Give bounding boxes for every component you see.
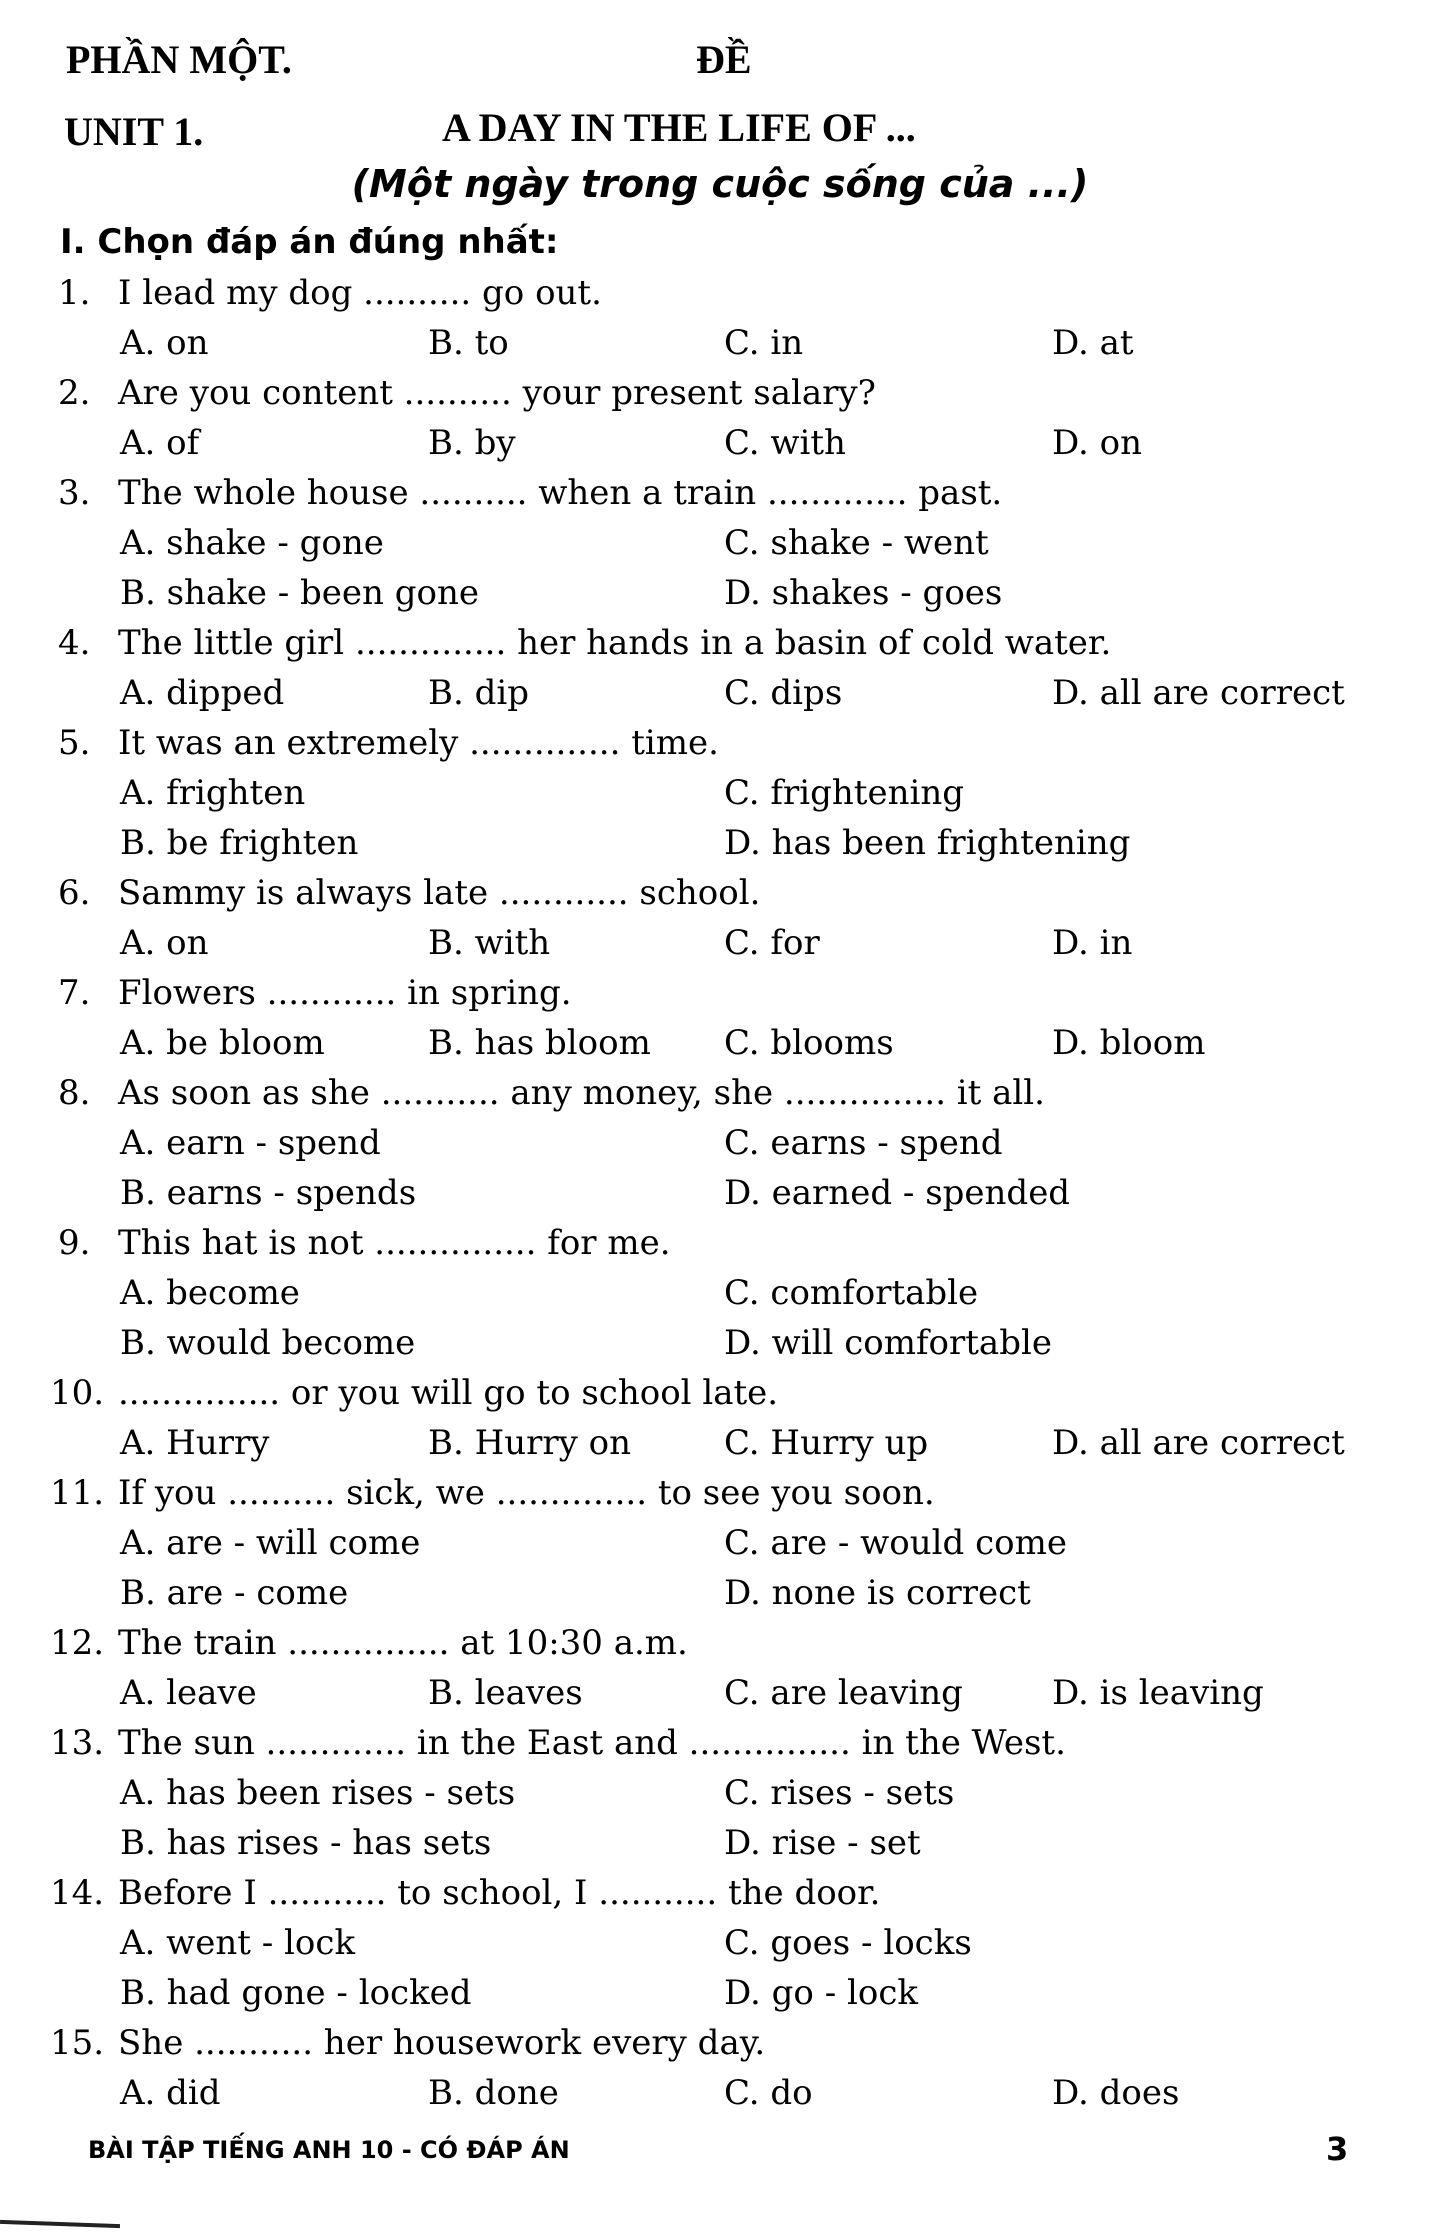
answer-option: C. frightening xyxy=(724,773,965,813)
answer-option: C. earns - spend xyxy=(724,1123,1003,1163)
question-item xyxy=(0,1468,1440,1618)
answer-option: D. is leaving xyxy=(1052,1673,1264,1713)
answer-option: D. none is correct xyxy=(724,1573,1031,1613)
question-stem xyxy=(0,1618,1440,1668)
answer-option: B. done xyxy=(428,2073,559,2113)
question-text: This hat is not ............... for me. xyxy=(118,1223,671,1263)
options-row xyxy=(0,1118,1440,1168)
answer-option: C. with xyxy=(724,423,846,463)
answer-option: C. do xyxy=(724,2073,813,2113)
question-text: Before I ........... to school, I ........... the door. xyxy=(118,1873,881,1913)
options-row xyxy=(0,1418,1440,1468)
question-number: 7. xyxy=(58,973,91,1013)
answer-option: C. for xyxy=(724,923,820,963)
page-edge-line xyxy=(0,2220,120,2228)
question-text: ............... or you will go to school late. xyxy=(118,1373,779,1413)
answer-option: B. be frighten xyxy=(120,823,359,863)
answer-option: C. shake - went xyxy=(724,523,989,563)
answer-option: D. shakes - goes xyxy=(724,573,1003,613)
question-number: 15. xyxy=(50,2023,105,2063)
footer-book-title: BÀI TẬP TIẾNG ANH 10 - CÓ ĐÁP ÁN xyxy=(88,2136,570,2164)
answer-option: C. Hurry up xyxy=(724,1423,929,1463)
question-item xyxy=(0,1618,1440,1718)
options-row xyxy=(0,1318,1440,1368)
answer-option: A. leave xyxy=(120,1673,257,1713)
question-item xyxy=(0,618,1440,718)
answer-option: A. earn - spend xyxy=(120,1123,381,1163)
question-stem xyxy=(0,268,1440,318)
question-stem xyxy=(0,1068,1440,1118)
question-stem xyxy=(0,1868,1440,1918)
options-row xyxy=(0,568,1440,618)
question-text: If you .......... sick, we .............. to see you soon. xyxy=(118,1473,935,1513)
question-number: 13. xyxy=(50,1723,105,1763)
question-text: I lead my dog .......... go out. xyxy=(118,273,602,313)
answer-option: A. become xyxy=(120,1273,300,1313)
question-stem xyxy=(0,618,1440,668)
options-row xyxy=(0,918,1440,968)
question-text: Sammy is always late ............ school. xyxy=(118,873,761,913)
answer-option: C. blooms xyxy=(724,1023,894,1063)
answer-option: A. went - lock xyxy=(120,1923,356,1963)
question-number: 4. xyxy=(58,623,91,663)
question-text: Flowers ............ in spring. xyxy=(118,973,572,1013)
question-text: As soon as she ........... any money, she ............... it all. xyxy=(118,1073,1045,1113)
question-number: 10. xyxy=(50,1373,105,1413)
question-item xyxy=(0,718,1440,868)
question-item xyxy=(0,468,1440,618)
question-number: 14. xyxy=(50,1873,105,1913)
question-item xyxy=(0,368,1440,468)
question-stem xyxy=(0,868,1440,918)
question-item xyxy=(0,2018,1440,2118)
answer-option: B. shake - been gone xyxy=(120,573,480,613)
answer-option: D. on xyxy=(1052,423,1143,463)
answer-option: D. bloom xyxy=(1052,1023,1206,1063)
options-row xyxy=(0,1018,1440,1068)
answer-option: D. at xyxy=(1052,323,1134,363)
unit-title: A DAY IN THE LIFE OF ... xyxy=(442,105,916,150)
options-row xyxy=(0,1168,1440,1218)
unit-subtitle: (Một ngày trong cuộc sống của ...) xyxy=(351,162,1089,206)
answer-option: C. comfortable xyxy=(724,1273,979,1313)
answer-option: A. shake - gone xyxy=(120,523,384,563)
question-stem xyxy=(0,2018,1440,2068)
answer-option: D. does xyxy=(1052,2073,1180,2113)
options-row xyxy=(0,1568,1440,1618)
question-stem xyxy=(0,968,1440,1018)
de-heading: ĐỀ xyxy=(696,37,752,82)
answer-option: D. in xyxy=(1052,923,1133,963)
answer-option: D. all are correct xyxy=(1052,673,1345,713)
question-stem xyxy=(0,1468,1440,1518)
question-stem xyxy=(0,1718,1440,1768)
answer-option: A. did xyxy=(120,2073,221,2113)
question-item xyxy=(0,1868,1440,2018)
options-row xyxy=(0,418,1440,468)
answer-option: A. has been rises - sets xyxy=(120,1773,516,1813)
question-text: The whole house .......... when a train ............. past. xyxy=(118,473,1003,513)
answer-option: D. will comfortable xyxy=(724,1323,1052,1363)
answer-option: B. with xyxy=(428,923,551,963)
answer-option: B. has bloom xyxy=(428,1023,651,1063)
question-stem xyxy=(0,1218,1440,1268)
options-row xyxy=(0,1768,1440,1818)
options-row xyxy=(0,1268,1440,1318)
section-heading: I. Chọn đáp án đúng nhất: xyxy=(60,222,559,262)
answer-option: B. Hurry on xyxy=(428,1423,632,1463)
question-number: 3. xyxy=(58,473,91,513)
options-row xyxy=(0,2068,1440,2118)
question-text: It was an extremely .............. time. xyxy=(118,723,719,763)
question-number: 8. xyxy=(58,1073,91,1113)
answer-option: A. on xyxy=(120,323,209,363)
page-number: 3 xyxy=(1326,2130,1349,2168)
unit-label: UNIT 1. xyxy=(64,109,204,154)
question-number: 2. xyxy=(58,373,91,413)
options-row xyxy=(0,1918,1440,1968)
answer-option: C. rises - sets xyxy=(724,1773,955,1813)
answer-option: C. are - would come xyxy=(724,1523,1067,1563)
answer-option: C. are leaving xyxy=(724,1673,963,1713)
answer-option: D. has been frightening xyxy=(724,823,1131,863)
answer-option: B. to xyxy=(428,323,509,363)
question-number: 1. xyxy=(58,273,91,313)
question-stem xyxy=(0,718,1440,768)
answer-option: D. go - lock xyxy=(724,1973,918,2013)
question-number: 5. xyxy=(58,723,91,763)
options-row xyxy=(0,1968,1440,2018)
answer-option: C. goes - locks xyxy=(724,1923,972,1963)
options-row xyxy=(0,318,1440,368)
question-text: The little girl .............. her hands in a basin of cold water. xyxy=(118,623,1112,663)
question-text: The sun ............. in the East and ............... in the West. xyxy=(118,1723,1066,1763)
question-item xyxy=(0,868,1440,968)
options-row xyxy=(0,668,1440,718)
answer-option: A. dipped xyxy=(120,673,285,713)
question-item xyxy=(0,968,1440,1068)
answer-option: A. are - will come xyxy=(120,1523,421,1563)
answer-option: C. dips xyxy=(724,673,843,713)
question-stem xyxy=(0,468,1440,518)
answer-option: B. dip xyxy=(428,673,530,713)
question-stem xyxy=(0,1368,1440,1418)
answer-option: D. all are correct xyxy=(1052,1423,1345,1463)
options-row xyxy=(0,768,1440,818)
question-item xyxy=(0,268,1440,368)
question-list xyxy=(0,268,1440,2118)
answer-option: B. leaves xyxy=(428,1673,583,1713)
answer-option: B. are - come xyxy=(120,1573,349,1613)
answer-option: B. has rises - has sets xyxy=(120,1823,492,1863)
answer-option: D. rise - set xyxy=(724,1823,921,1863)
question-number: 12. xyxy=(50,1623,105,1663)
part-heading: PHẦN MỘT. xyxy=(66,37,292,82)
question-item xyxy=(0,1718,1440,1868)
answer-option: B. by xyxy=(428,423,516,463)
question-number: 9. xyxy=(58,1223,91,1263)
answer-option: B. would become xyxy=(120,1323,416,1363)
question-text: She ........... her housework every day. xyxy=(118,2023,766,2063)
options-row xyxy=(0,1518,1440,1568)
answer-option: A. be bloom xyxy=(120,1023,325,1063)
options-row xyxy=(0,1668,1440,1718)
answer-option: B. earns - spends xyxy=(120,1173,417,1213)
options-row xyxy=(0,818,1440,868)
question-number: 11. xyxy=(50,1473,105,1513)
question-item xyxy=(0,1218,1440,1368)
answer-option: C. in xyxy=(724,323,804,363)
question-stem xyxy=(0,368,1440,418)
answer-option: A. frighten xyxy=(120,773,306,813)
answer-option: B. had gone - locked xyxy=(120,1973,472,2013)
answer-option: A. on xyxy=(120,923,209,963)
question-item xyxy=(0,1068,1440,1218)
answer-option: A. Hurry xyxy=(120,1423,270,1463)
options-row xyxy=(0,1818,1440,1868)
question-text: Are you content .......... your present salary? xyxy=(118,373,876,413)
answer-option: D. earned - spended xyxy=(724,1173,1071,1213)
options-row xyxy=(0,518,1440,568)
question-number: 6. xyxy=(58,873,91,913)
question-item xyxy=(0,1368,1440,1468)
question-text: The train ............... at 10:30 a.m. xyxy=(118,1623,688,1663)
answer-option: A. of xyxy=(120,423,200,463)
